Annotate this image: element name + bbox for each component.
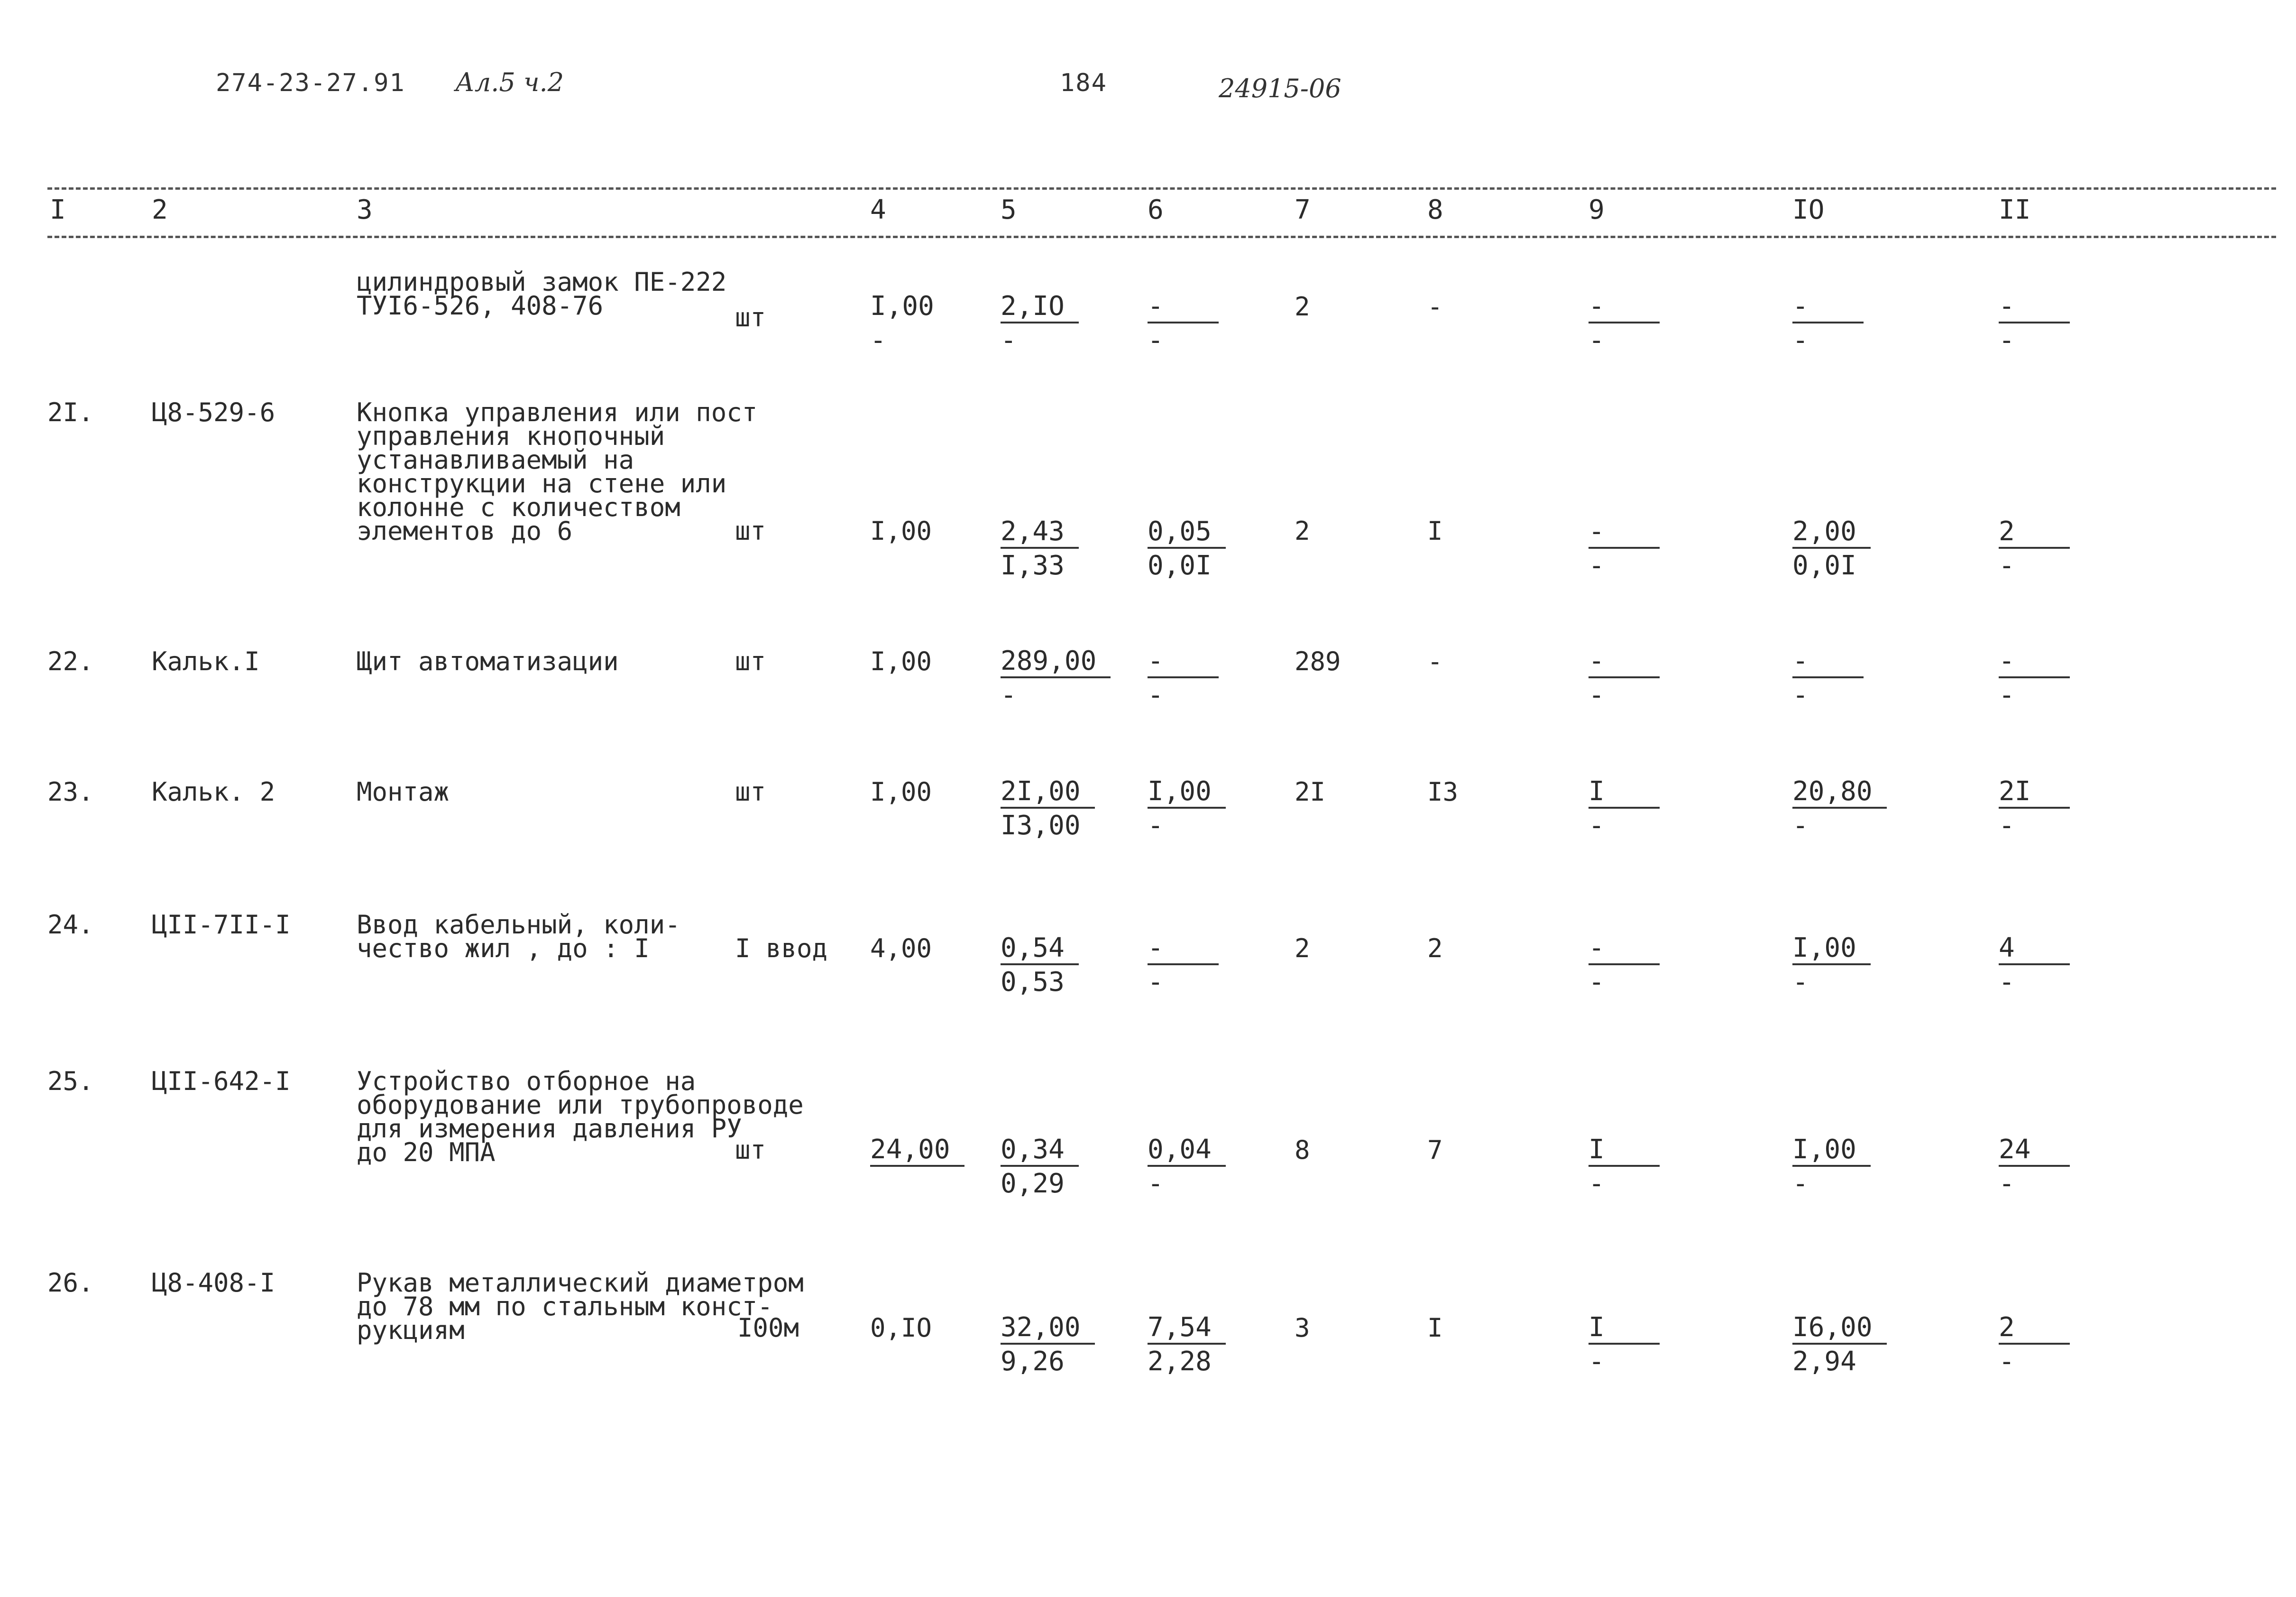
col6-value: - - — [1148, 289, 1219, 358]
col5-value: $\frac{2,43}{I,33}$ — [1001, 515, 1079, 583]
column-header-9: 9 — [1589, 194, 1605, 225]
col8-value: I3 — [1427, 777, 1459, 807]
row-quantity: I,00 — [870, 646, 932, 676]
col10-value: I,00 - — [1792, 931, 1871, 999]
row-number: 24. — [47, 910, 94, 940]
col7-value: 289 — [1295, 646, 1341, 676]
row-number: 26. — [47, 1268, 94, 1298]
col8-value: I — [1427, 1313, 1443, 1343]
row-number: 2I. — [47, 397, 94, 427]
row-quantity: I,00 - — [870, 291, 934, 356]
col10-value: $\frac{I6,00}{2,94}$ — [1792, 1311, 1887, 1379]
col9-value: - - — [1589, 644, 1660, 712]
col11-value: 24 - — [1999, 1133, 2070, 1201]
row-number: 23. — [47, 777, 94, 807]
col10-value: - - — [1792, 644, 1864, 712]
row-quantity: 24,00 — [870, 1133, 964, 1167]
col9-value: I - — [1589, 1133, 1660, 1201]
column-header-7: 7 — [1295, 194, 1311, 225]
row-code: ЦII-642-I — [152, 1066, 291, 1096]
row-unit: шт — [735, 646, 766, 676]
col5-value: 2,IO - — [1001, 289, 1079, 358]
col11-value: - - — [1999, 289, 2070, 358]
col5-value: $\frac{2I,00}{I3,00}$ — [1001, 775, 1095, 843]
col9-value: - - — [1589, 931, 1660, 999]
row-description: Щит автоматизации — [357, 646, 619, 676]
row-unit: шт — [735, 516, 766, 546]
col10-value: $\frac{2,00}{0,0I}$ — [1792, 515, 1871, 583]
col9-value: - - — [1589, 289, 1660, 358]
col9-value: I - — [1589, 775, 1660, 843]
col11-value: 2 - — [1999, 515, 2070, 583]
col8-value: - — [1427, 292, 1443, 322]
col11-value: 4 - — [1999, 931, 2070, 999]
col5-value: $\frac{32,00}{9,26}$ — [1001, 1311, 1095, 1379]
col5-value: 289,00 - — [1001, 644, 1111, 712]
row-quantity: 4,00 — [870, 933, 932, 963]
document-number: 24915-06 — [1219, 74, 1341, 103]
row-description: Ввод кабельный, коли- чество жил , до : I — [357, 910, 680, 963]
header-bottom-rule — [47, 236, 2276, 238]
row-unit: шт — [735, 1135, 766, 1165]
col6-value: $\frac{0,05}{0,0I}$ — [1148, 515, 1226, 583]
col5-value: $\frac{0,34}{0,29}$ — [1001, 1133, 1079, 1201]
col11-value: 2I - — [1999, 775, 2070, 843]
row-code: Ц8-408-I — [152, 1268, 276, 1298]
row-description: цилиндровый замок ПЕ-222 ТУI6-526, 408-76 — [357, 267, 727, 321]
col7-value: 2 — [1295, 292, 1310, 322]
row-unit: шт — [735, 777, 766, 807]
row-code: Кальк.I — [152, 646, 260, 676]
col6-value: - - — [1148, 931, 1219, 999]
row-quantity: I,00 — [870, 777, 932, 807]
col11-value: 2 - — [1999, 1311, 2070, 1379]
header-top-rule — [47, 187, 2276, 190]
col8-value: - — [1427, 646, 1443, 676]
column-header-10: IO — [1792, 194, 1825, 225]
row-number: 25. — [47, 1066, 94, 1096]
col7-value: 8 — [1295, 1135, 1310, 1165]
column-header-8: 8 — [1427, 194, 1443, 225]
row-unit: I ввод — [735, 933, 828, 963]
column-header-2: 2 — [152, 194, 168, 225]
row-unit: шт — [735, 303, 766, 332]
row-description: Устройство отборное на оборудование или трубопроводе для измерения давления РУ до 20 МПА — [357, 1066, 804, 1167]
col7-value: 2 — [1295, 933, 1310, 963]
row-description: Монтаж — [357, 777, 450, 807]
col6-value: $\frac{7,54}{2,28}$ — [1148, 1311, 1226, 1379]
page-number: 184 — [1060, 69, 1107, 97]
col7-value: 2I — [1295, 777, 1326, 807]
row-code: Кальк. 2 — [152, 777, 276, 807]
col6-value: I,00 - — [1148, 775, 1226, 843]
row-unit: I00м — [737, 1313, 799, 1343]
column-header-6: 6 — [1148, 194, 1164, 225]
col6-value: - - — [1148, 644, 1219, 712]
col7-value: 2 — [1295, 516, 1310, 546]
column-header-3: 3 — [357, 194, 373, 225]
row-code: ЦII-7II-I — [152, 910, 291, 940]
column-header-5: 5 — [1001, 194, 1017, 225]
col10-value: I,00 - — [1792, 1133, 1871, 1201]
column-header-4: 4 — [870, 194, 886, 225]
row-quantity: I,00 — [870, 516, 932, 546]
col9-value: - - — [1589, 515, 1660, 583]
col6-value: 0,04 - — [1148, 1133, 1226, 1201]
col8-value: 2 — [1427, 933, 1443, 963]
col9-value: I - — [1589, 1311, 1660, 1379]
document-code: 274-23-27.91 — [216, 69, 405, 97]
row-code: Ц8-529-6 — [152, 397, 276, 427]
col8-value: 7 — [1427, 1135, 1443, 1165]
col11-value: - - — [1999, 644, 2070, 712]
column-header-11: II — [1999, 194, 2031, 225]
sheet-reference: Ал.5 ч.2 — [455, 67, 564, 97]
row-description: Рукав металлический диаметром до 78 мм по стальным конст- рукциям — [357, 1268, 804, 1345]
column-header-1: I — [50, 194, 66, 225]
col10-value: 20,80 - — [1792, 775, 1887, 843]
col5-value: $\frac{0,54}{0,53}$ — [1001, 931, 1079, 999]
row-quantity: 0,IO — [870, 1313, 932, 1343]
col10-value: - - — [1792, 289, 1864, 358]
col8-value: I — [1427, 516, 1443, 546]
row-number: 22. — [47, 646, 94, 676]
row-description: Кнопка управления или пост управления кнопочный устанавливаемый на конструкции на стене или колонне с количеством элементов до 6 — [357, 397, 758, 546]
col7-value: 3 — [1295, 1313, 1310, 1343]
